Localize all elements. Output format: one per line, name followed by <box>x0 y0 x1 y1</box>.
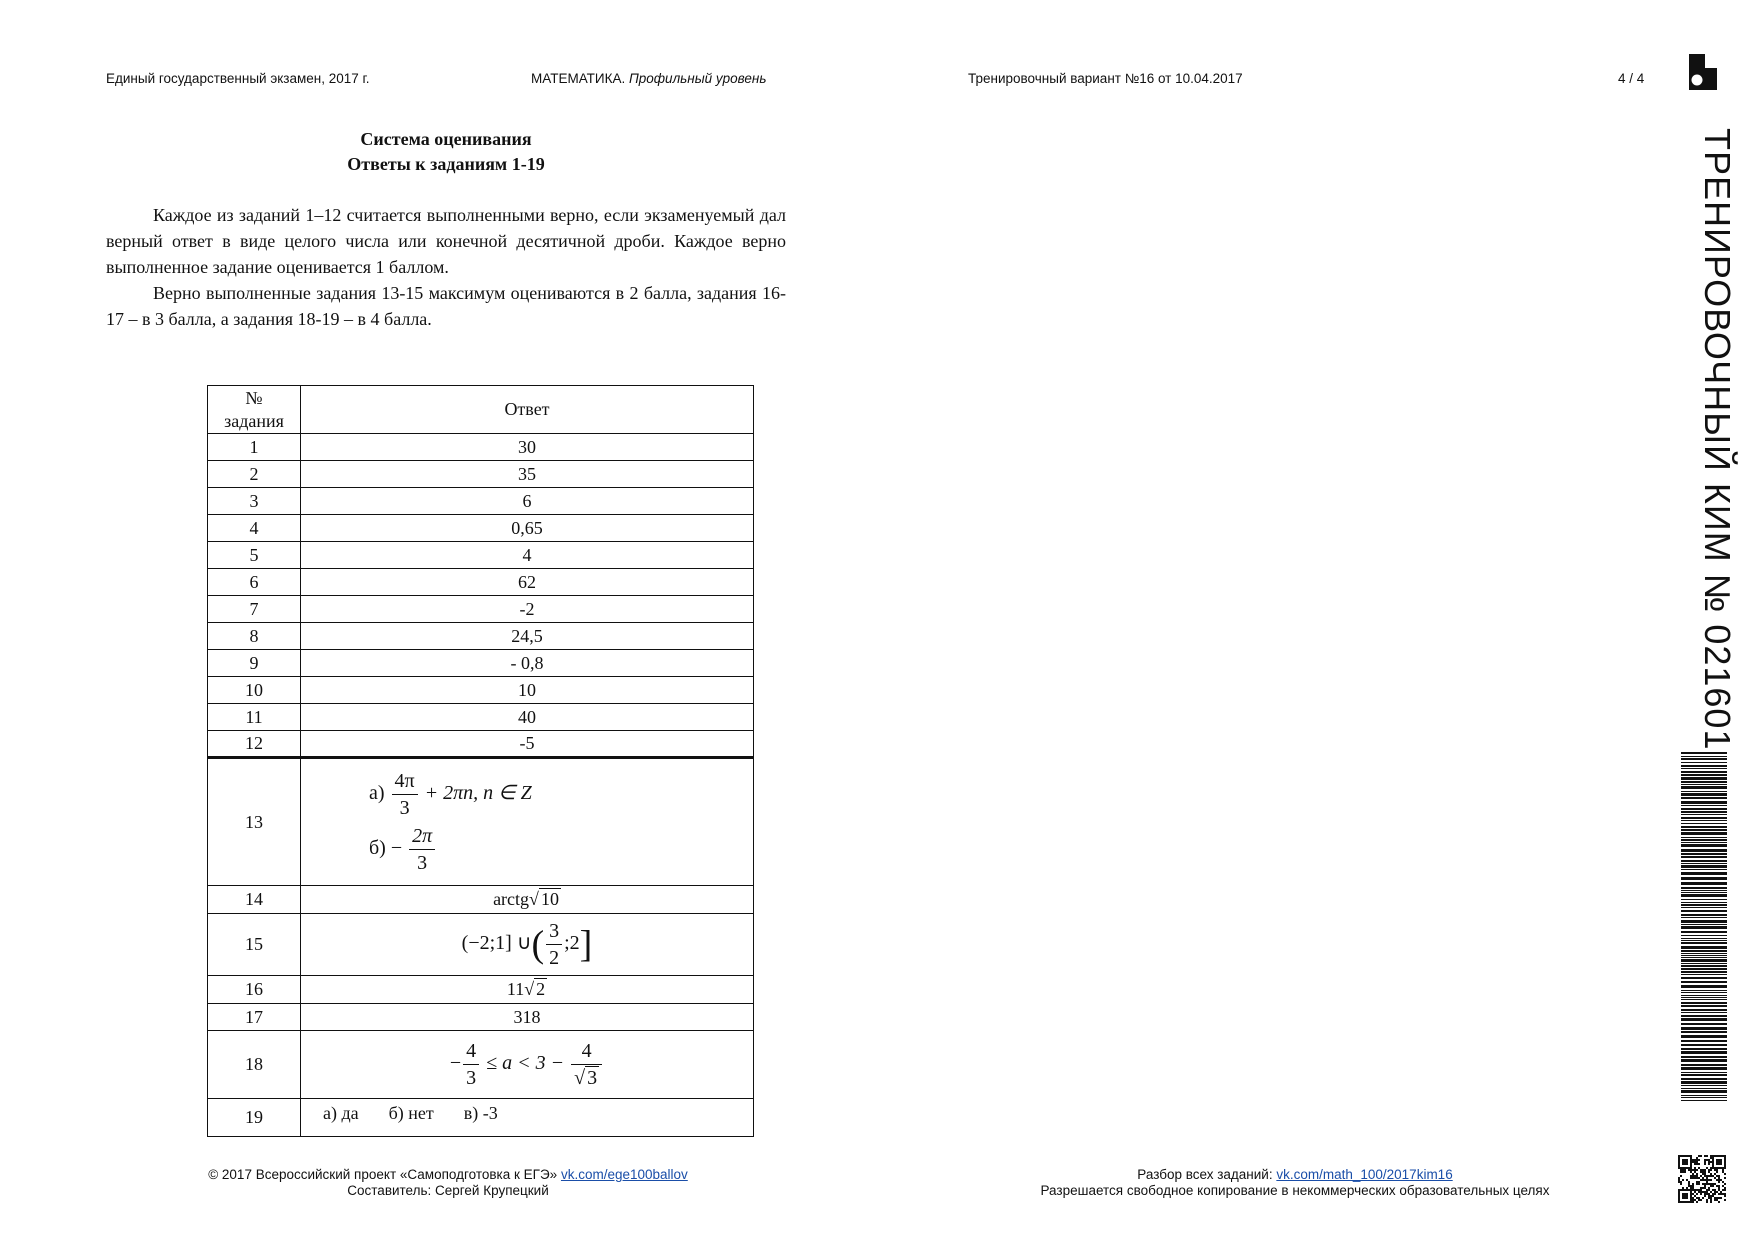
table-row <box>208 650 754 677</box>
task-number: 10 <box>208 677 301 704</box>
side-title: ТРЕНИРОВОЧНЫЙ КИМ № 021601 <box>1697 128 1738 751</box>
footer-analysis-line <box>1010 1167 1580 1183</box>
task-answer: 24,5 <box>301 623 754 650</box>
task-answer: -2 <box>301 596 754 623</box>
table-row <box>208 886 754 914</box>
table-row <box>208 542 754 569</box>
answer-13b <box>369 823 753 876</box>
answer-13a-label: а) <box>369 782 385 805</box>
fraction-denominator: 3 <box>399 797 410 819</box>
task-number: 11 <box>208 704 301 731</box>
answer-15-close-bracket: ] <box>579 923 593 966</box>
answer-18-sign: − <box>449 1052 462 1075</box>
sqrt-radicand: 3 <box>587 1067 598 1089</box>
task-number: 14 <box>208 886 301 914</box>
fraction <box>463 1038 479 1091</box>
task-answer <box>301 976 754 1004</box>
header-subject-name: МАТЕМАТИКА. <box>531 71 626 86</box>
answers-table <box>207 385 754 1137</box>
sqrt-radicand: 2 <box>536 979 546 999</box>
task-number: 5 <box>208 542 301 569</box>
intro-text <box>106 202 786 332</box>
table-row <box>208 515 754 542</box>
table-row <box>208 976 754 1004</box>
sqrt-sign: √ <box>524 979 535 999</box>
header-task-label: задания <box>224 410 284 431</box>
answer-19a: а) да <box>323 1103 359 1123</box>
footer-analysis-text: Разбор всех заданий: <box>1137 1167 1273 1182</box>
table-row <box>208 434 754 461</box>
task-number: 16 <box>208 976 301 1004</box>
fraction-denominator: √ 3 <box>574 1067 598 1089</box>
fraction-numerator: 4 <box>463 1038 479 1065</box>
task-answer: - 0,8 <box>301 650 754 677</box>
task-answer: 318 <box>301 1004 754 1031</box>
fraction-numerator: 3 <box>546 918 562 945</box>
header-variant: Тренировочный вариант №16 от 10.04.2017 <box>968 71 1243 86</box>
title-line-2: Ответы к заданиям 1-19 <box>347 154 545 174</box>
table-row <box>208 704 754 731</box>
task-answer <box>301 886 754 914</box>
footer-license: Разрешается свободное копирование в некоммерческих образовательных целях <box>1040 1183 1550 1198</box>
table-row <box>208 596 754 623</box>
task-answer <box>301 914 754 976</box>
task-number: 4 <box>208 515 301 542</box>
answer-15-union: ∪ <box>516 932 532 955</box>
answer-16-coef: 11 <box>506 979 525 999</box>
answer-19b: б) нет <box>388 1103 434 1123</box>
task-answer: 40 <box>301 704 754 731</box>
table-row <box>208 488 754 515</box>
task-number: 9 <box>208 650 301 677</box>
task-number: 6 <box>208 569 301 596</box>
task-answer: 0,65 <box>301 515 754 542</box>
task-answer <box>301 758 754 886</box>
simple-rows <box>208 434 754 758</box>
barcode-icon <box>1681 752 1727 1102</box>
task-answer: 4 <box>301 542 754 569</box>
footer-project-link[interactable]: vk.com/ege100ballov <box>560 1167 688 1182</box>
answer-14-function: arctg <box>493 889 530 909</box>
task-number: 13 <box>208 758 301 886</box>
corner-logo-icon <box>1689 54 1717 90</box>
task-answer <box>301 1031 754 1099</box>
answer-18-middle: ≤ a < 3 − <box>486 1052 565 1075</box>
table-row <box>208 758 754 886</box>
task-number: 8 <box>208 623 301 650</box>
footer-author: Составитель: Сергей Крупецкий <box>347 1183 549 1198</box>
answer-13a-rest: + 2πn, n ∈ Z <box>424 782 532 805</box>
fraction <box>546 918 562 971</box>
answer-19c: в) -3 <box>463 1103 498 1123</box>
table-row <box>208 914 754 976</box>
task-answer: 6 <box>301 488 754 515</box>
header-subject-level: Профильный уровень <box>628 71 767 86</box>
table-row <box>208 569 754 596</box>
table-row <box>208 731 754 758</box>
task-number: 15 <box>208 914 301 976</box>
intro-paragraph-2: Верно выполненные задания 13-15 максимум оцениваются в 2 балла, задания 16-17 – в 3 балла, а задания 18-19 – в 4 балла. <box>106 283 786 329</box>
fraction-numerator: 4π <box>392 768 418 795</box>
task-answer: 10 <box>301 677 754 704</box>
task-answer: 30 <box>301 434 754 461</box>
footer-right <box>1010 1167 1580 1199</box>
page-number: 4 / 4 <box>1618 71 1645 86</box>
footer-left <box>160 1167 736 1199</box>
table-row <box>208 677 754 704</box>
answer-15-interval-1: (−2;1] <box>461 932 512 955</box>
task-number: 3 <box>208 488 301 515</box>
header-exam-name: Единый государственный экзамен, 2017 г. <box>106 71 370 86</box>
task-number: 12 <box>208 731 301 758</box>
fraction-denominator: 3 <box>417 852 428 874</box>
table-row <box>208 1099 754 1137</box>
sqrt-sign: √ <box>529 889 539 909</box>
table-row <box>208 461 754 488</box>
header-task-number <box>208 386 301 434</box>
answer-13b-sign: − <box>390 837 403 860</box>
fraction <box>409 823 435 876</box>
table-row <box>208 1004 754 1031</box>
task-number: 19 <box>208 1099 301 1137</box>
answer-13a <box>369 768 753 821</box>
qr-code-icon <box>1678 1155 1726 1203</box>
task-number: 7 <box>208 596 301 623</box>
table-header-row <box>208 386 754 434</box>
fraction-denominator: 2 <box>549 947 560 969</box>
intro-paragraph-1: Каждое из заданий 1–12 считается выполненными верно, если экзаменуемый дал верный ответ в виде целого числа или конечной десятичной дроби. Каждое верно выполненное задание оценивается 1 баллом. <box>106 205 786 277</box>
task-number: 17 <box>208 1004 301 1031</box>
fraction-numerator: 2π <box>409 823 435 850</box>
header-no-sign: № <box>245 387 263 408</box>
fraction-denominator: 3 <box>466 1067 477 1089</box>
title-line-1: Система оценивания <box>360 129 532 149</box>
fraction-numerator: 4 <box>571 1038 602 1065</box>
fraction <box>392 768 418 821</box>
task-answer: 62 <box>301 569 754 596</box>
table-row <box>208 1031 754 1099</box>
task-answer: 35 <box>301 461 754 488</box>
task-number: 18 <box>208 1031 301 1099</box>
task-number: 2 <box>208 461 301 488</box>
header-answer: Ответ <box>301 386 754 434</box>
answer-13b-label: б) <box>369 837 386 860</box>
page-title <box>106 127 786 177</box>
sqrt-radicand: 10 <box>540 889 559 909</box>
answer-15-rest: ;2 <box>564 932 580 955</box>
task-answer <box>301 1099 754 1137</box>
table-row <box>208 623 754 650</box>
task-answer: -5 <box>301 731 754 758</box>
footer-project-text: © 2017 Всероссийский проект «Самоподготовка к ЕГЭ» <box>208 1167 558 1182</box>
answer-15-open-paren: ( <box>531 923 545 966</box>
fraction <box>571 1038 602 1091</box>
header-subject <box>531 70 766 88</box>
footer-analysis-link[interactable]: vk.com/math_100/2017kim16 <box>1276 1167 1453 1182</box>
task-number: 1 <box>208 434 301 461</box>
footer-project-line <box>160 1167 736 1183</box>
